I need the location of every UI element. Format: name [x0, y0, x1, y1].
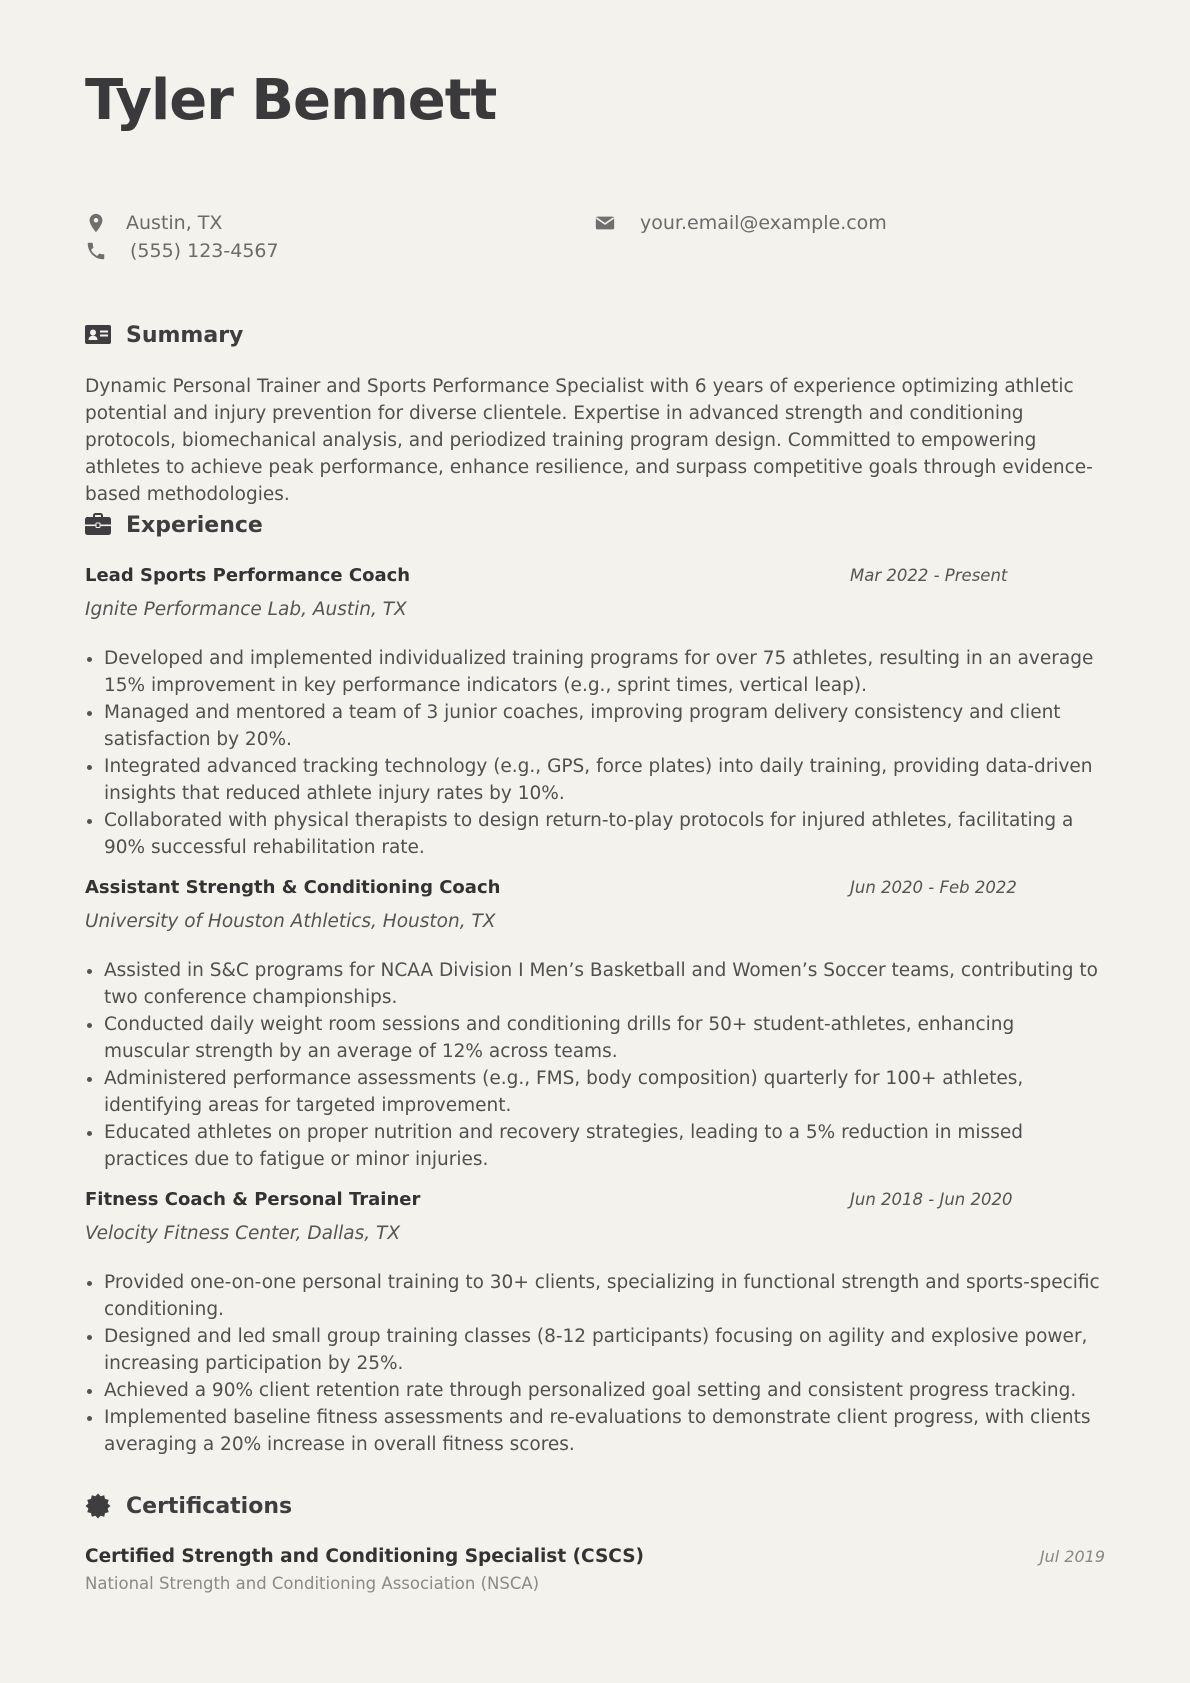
phone-icon [85, 240, 107, 262]
list-item: Provided one-on-one personal training to 30+ clients, specializing in functional strength and sports-specific conditioning. [85, 1269, 1105, 1323]
job-company: Ignite Performance Lab, Austin, TX [85, 599, 407, 620]
list-item: Educated athletes on proper nutrition and recovery strategies, leading to a 5% reduction in missed practices due to fatigue or minor injuries. [85, 1119, 1105, 1173]
map-pin-icon [85, 212, 107, 234]
id-card-icon [85, 322, 111, 348]
list-item: Conducted daily weight room sessions and conditioning drills for 50+ student-athletes, enhancing muscular strength by an average of 12% across teams. [85, 1011, 1105, 1065]
list-item: Developed and implemented individualized training programs for over 75 athletes, resulting in an average 15% improvement in key performance indicators (e.g., sprint times, vertical leap). [85, 645, 1105, 699]
job-dates: Jun 2018 - Jun 2020 [850, 1190, 1013, 1209]
job-bullets [85, 957, 1105, 1173]
list-item: Administered performance assessments (e.g., FMS, body composition) quarterly for 100+ athletes, identifying areas for targeted improvement. [85, 1065, 1105, 1119]
experience-title: Experience [126, 512, 263, 538]
contact-email [594, 212, 887, 234]
job-bullets [85, 1269, 1105, 1458]
list-item: Managed and mentored a team of 3 junior coaches, improving program delivery consistency and client satisfaction by 20%. [85, 699, 1105, 753]
job-title: Lead Sports Performance Coach [85, 565, 411, 586]
job-dates: Jun 2020 - Feb 2022 [850, 878, 1017, 897]
certifications-heading [85, 1493, 292, 1519]
summary-text: Dynamic Personal Trainer and Sports Performance Specialist with 6 years of experience optimizing athletic potential and injury prevention for diverse clientele. Expertise in advanced strength and conditioning protocols, biomechanical analysis, and periodized training program design. Committed to empowering athletes to achieve peak performance, enhance resilience, and surpass competitive goals through evidence-based methodologies. [85, 376, 1093, 505]
contact-phone [85, 240, 279, 262]
certification-date: Jul 2019 [1039, 1547, 1105, 1566]
contact-location [85, 212, 222, 234]
list-item: Integrated advanced tracking technology (e.g., GPS, force plates) into daily training, providing data-driven insights that reduced athlete injury rates by 10%. [85, 753, 1105, 807]
list-item: Implemented baseline fitness assessments and re-evaluations to demonstrate client progress, with clients averaging a 20% increase in overall fitness scores. [85, 1404, 1105, 1458]
job-bullets [85, 645, 1105, 861]
list-item: Collaborated with physical therapists to design return-to-play protocols for injured athletes, facilitating a 90% successful rehabilitation rate. [85, 807, 1105, 861]
certificate-icon [85, 1493, 111, 1519]
list-item: Achieved a 90% client retention rate through personalized goal setting and consistent progress tracking. [85, 1377, 1105, 1404]
experience-heading [85, 512, 263, 538]
list-item: Assisted in S&C programs for NCAA Division I Men’s Basketball and Women’s Soccer teams, contributing to two conference championships. [85, 957, 1105, 1011]
candidate-name: Tyler Bennett [85, 68, 497, 133]
job-company: University of Houston Athletics, Houston, TX [85, 911, 496, 932]
certification-issuer: National Strength and Conditioning Association (NSCA) [85, 1574, 540, 1593]
summary-heading [85, 322, 243, 348]
list-item: Designed and led small group training classes (8-12 participants) focusing on agility and explosive power, increasing participation by 25%. [85, 1323, 1105, 1377]
job-title: Fitness Coach & Personal Trainer [85, 1189, 421, 1210]
phone-text[interactable]: (555) 123-4567 [130, 240, 279, 262]
job-title: Assistant Strength & Conditioning Coach [85, 877, 501, 898]
location-text: Austin, TX [126, 212, 223, 234]
briefcase-icon [85, 512, 111, 538]
certifications-title: Certifications [126, 1493, 293, 1519]
email-link[interactable]: your.email@example.com [640, 212, 887, 234]
job-dates: Mar 2022 - Present [850, 566, 1008, 585]
envelope-icon [594, 212, 616, 234]
job-company: Velocity Fitness Center, Dallas, TX [85, 1223, 401, 1244]
summary-title: Summary [126, 322, 244, 348]
certification-name: Certified Strength and Conditioning Specialist (CSCS) [85, 1546, 645, 1567]
